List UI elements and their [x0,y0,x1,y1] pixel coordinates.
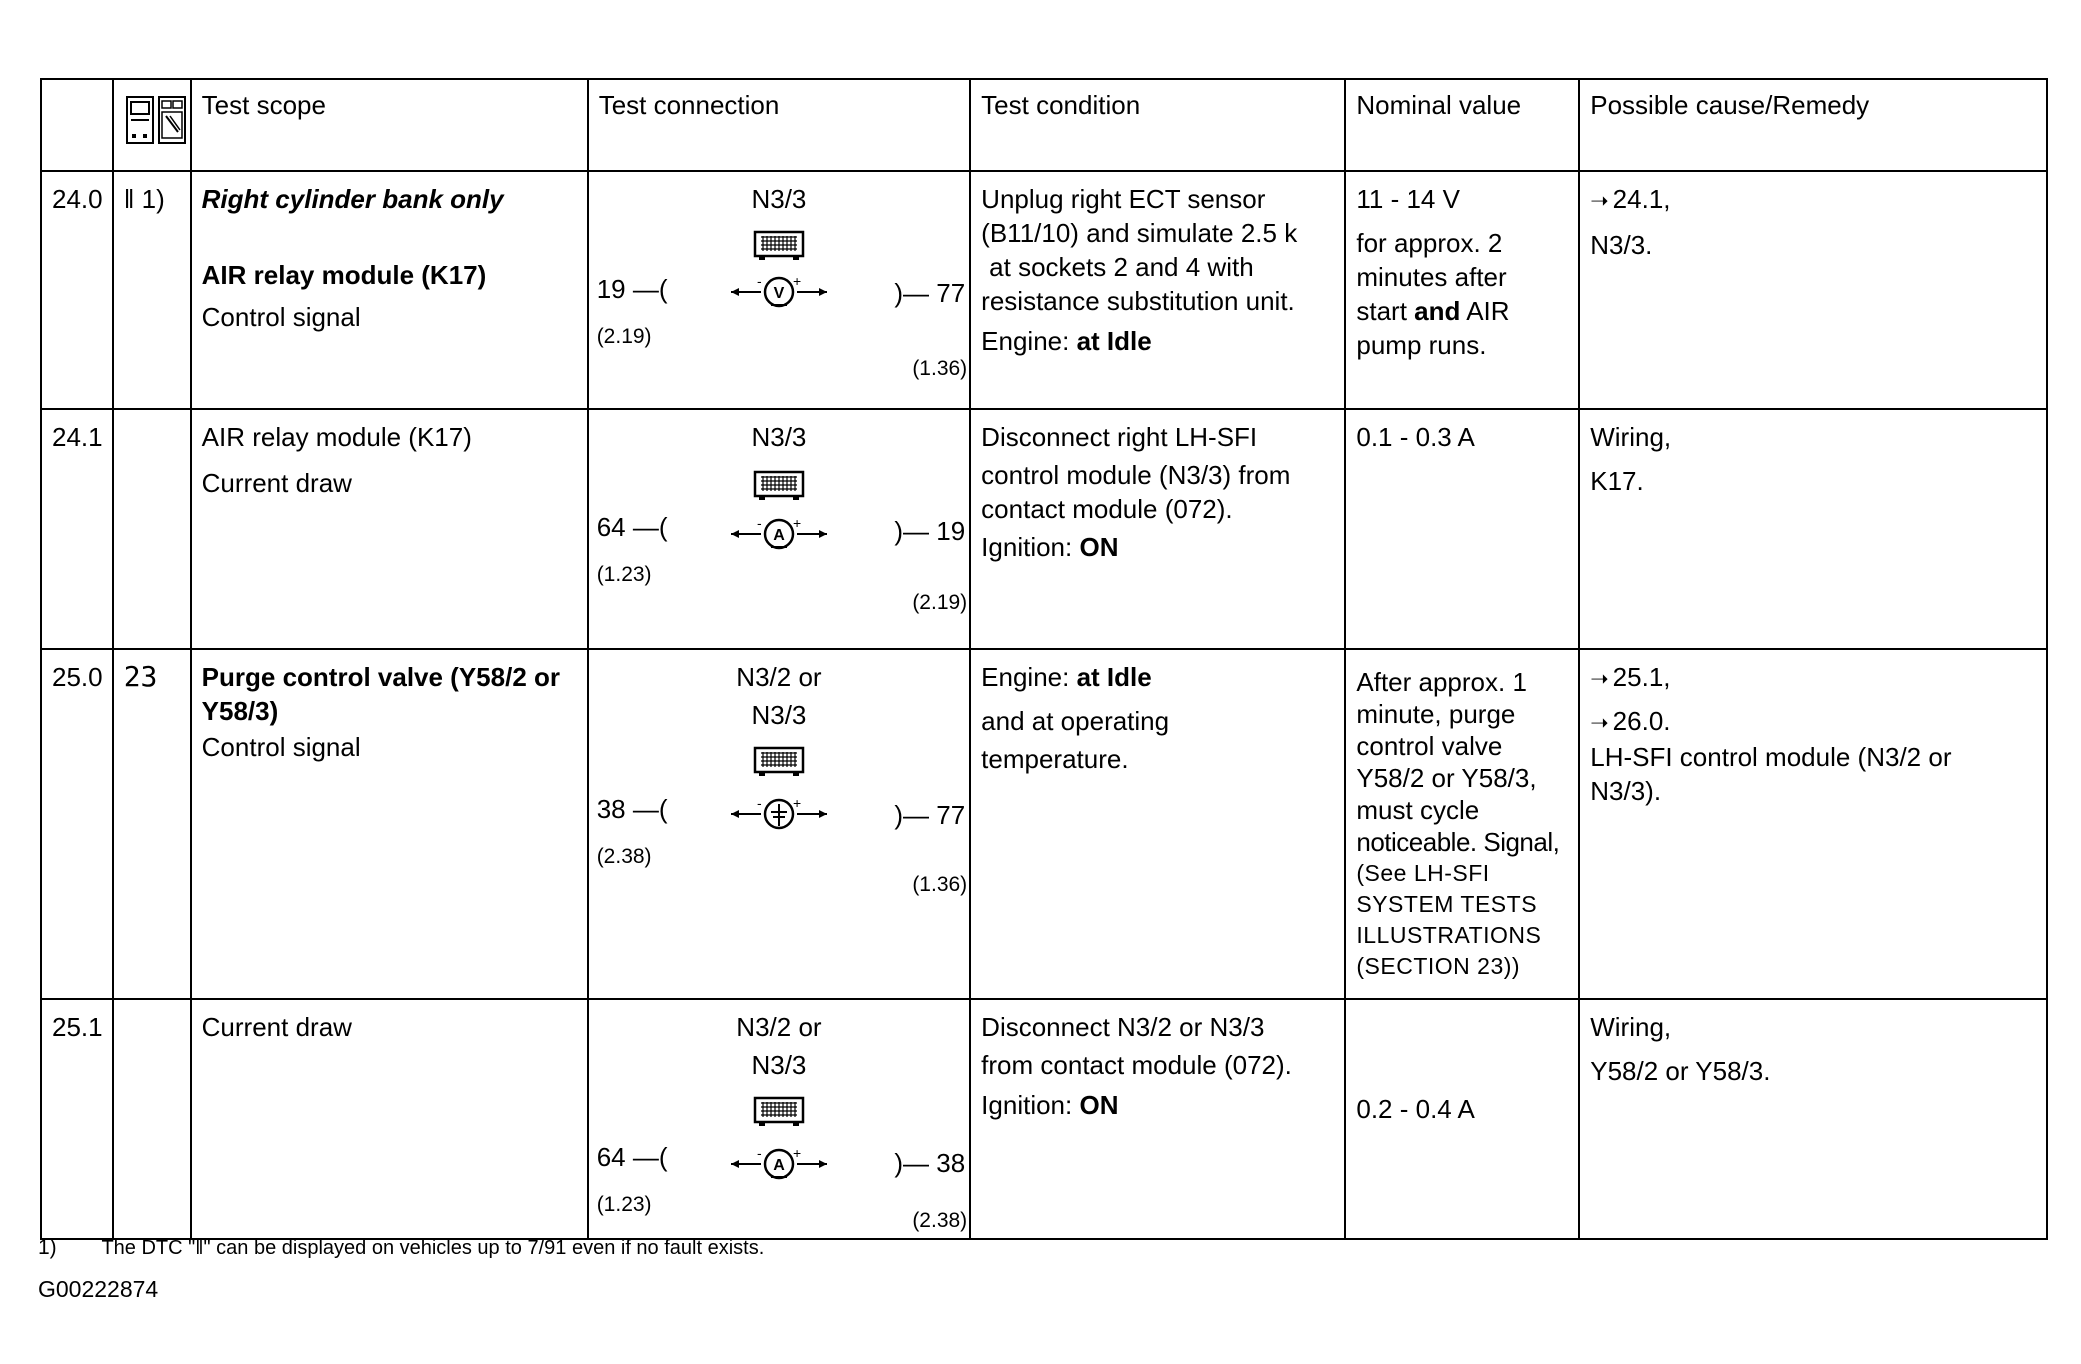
condition-line: from contact module (072). [981,1050,1292,1080]
condition-line: temperature. [981,744,1129,774]
control-module-icon [753,470,805,502]
remedy-line: N3/3). [1590,776,1662,806]
remedy [1579,999,2047,1239]
step-number: 25.1 [41,999,113,1239]
remedy [1579,649,2047,999]
pin-right-ref: (1.36) [912,873,968,896]
test-connection [588,409,970,649]
pin-left: 64 —( [596,512,668,542]
pin-left: 38 —( [596,794,668,824]
pin-left-ref: (2.19) [596,325,652,348]
test-scope [191,999,588,1239]
svg-text:A: A [773,527,785,544]
test-scope [191,171,588,409]
table-row [41,649,2047,999]
svg-text:-: - [756,1146,762,1161]
scope-detail: Current draw [201,468,352,498]
scope-detail: Control signal [201,732,361,762]
step-number: 24.1 [41,409,113,649]
footnote [38,1236,764,1260]
control-module-icon [753,746,805,778]
remedy-link[interactable]: ➝ 24.1, [1590,184,1671,214]
control-module-icon [753,230,805,262]
step-number: 25.0 [41,649,113,999]
scope-subtitle: AIR relay module (K17) [201,260,487,290]
condition-line: Disconnect N3/2 or N3/3 [981,1012,1265,1042]
pin-right-ref: (2.38) [912,1209,968,1232]
test-condition [970,409,1345,649]
nominal-line: 11 - 14 V [1356,184,1460,214]
header-row [41,79,2047,171]
scope-detail: Control signal [201,302,361,332]
arrow-right-icon: ➝ [1590,666,1609,691]
nominal-reference: SYSTEM TESTS [1356,891,1538,917]
nominal-value: 0.1 - 0.3 A [1345,409,1579,649]
remedy-header: Possible cause/Remedy [1579,79,2047,171]
nominal-reference: ILLUSTRATIONS [1356,922,1542,948]
pin-right-ref: (1.36) [912,357,968,380]
connection-title-2: N3/3 [751,700,807,730]
nominal-line: After approx. 1 [1356,667,1527,697]
svg-text:+: + [792,796,802,811]
remedy-line: Wiring, [1590,1012,1672,1042]
connection-header: Test connection [588,79,970,171]
footnote-number: 1) [38,1236,57,1259]
nominal-line: pump runs. [1356,330,1487,360]
test-condition [970,649,1345,999]
dtc-value: 23 [123,660,158,693]
dtc-code: ǁ 1) [113,171,191,409]
remedy-line: N3/3. [1590,230,1653,260]
remedy-link[interactable]: ➝ 25.1, [1590,662,1671,692]
pin-right: )— 77 [894,800,966,830]
scope-detail: Current draw [201,1012,352,1042]
ammeter-icon [727,516,831,552]
pin-left-ref: (2.38) [596,845,652,868]
condition-line: control module (N3/3) from [981,460,1291,490]
pin-left: 64 —( [596,1142,668,1172]
condition-engine: Engine: at Idle [981,662,1152,692]
svg-text:-: - [756,274,762,289]
nominal-value [1345,171,1579,409]
diagnostic-table [40,78,2048,1240]
connection-title: N3/3 [751,184,807,214]
nominal-line: start and AIR [1356,296,1510,326]
ammeter-icon [727,1146,831,1182]
svg-text:+: + [792,274,802,289]
connection-title: N3/2 or [736,1012,822,1042]
pin-left-ref: (1.23) [596,563,652,586]
nominal-line: minute, purge [1356,699,1516,729]
pin-left-ref: (1.23) [596,1193,652,1216]
remedy-line: Y58/2 or Y58/3. [1590,1056,1771,1086]
scope-title: Right cylinder bank only [201,184,504,214]
scope-header: Test scope [191,79,588,171]
pin-right: )— 38 [894,1148,966,1178]
condition-line: contact module (072). [981,494,1233,524]
connection-title: N3/2 or [736,662,822,692]
figure-code: G00222874 [38,1276,159,1302]
voltmeter-icon [727,274,831,310]
remedy [1579,409,2047,649]
step-header [41,79,113,171]
test-scope [191,649,588,999]
table-row [41,171,2047,409]
nominal-line: 0.2 - 0.4 A [1356,1094,1475,1124]
nominal-value [1345,649,1579,999]
arrow-right-icon: ➝ [1590,188,1609,213]
test-condition [970,999,1345,1239]
remedy-line: Wiring, [1590,422,1672,452]
step-number: 24.0 [41,171,113,409]
scope-title: AIR relay module (K17) [201,422,472,452]
pin-right: )— 77 [894,278,966,308]
nominal-header: Nominal value [1345,79,1579,171]
connection-title: N3/3 [751,422,807,452]
nominal-reference: (See LH-SFI [1356,860,1490,886]
dtc-code [113,999,191,1239]
condition-line: Unplug right ECT sensor [981,184,1266,214]
dtc-code [113,649,191,999]
tester-icon [126,94,186,146]
svg-text:+: + [792,1146,802,1161]
nominal-line: must cycle [1356,795,1480,825]
remedy-link[interactable]: ➝ 26.0. [1590,706,1671,736]
table-row [41,999,2047,1239]
dtc-code [113,409,191,649]
svg-text:-: - [756,516,762,531]
svg-text:V: V [773,285,785,302]
remedy-line: LH-SFI control module (N3/2 or [1590,742,1952,772]
table-row [41,409,2047,649]
footnote-text: The DTC "ǁ" can be displayed on vehicles up to 7/91 even if no fault exists. [101,1237,765,1259]
connection-title-2: N3/3 [751,1050,807,1080]
test-connection [588,171,970,409]
nominal-reference: (SECTION 23)) [1356,953,1521,979]
test-connection [588,649,970,999]
svg-text:+: + [792,516,802,531]
condition-line: resistance substitution unit. [981,286,1295,316]
svg-text:A: A [773,1157,785,1174]
nominal-line: Y58/2 or Y58/3, [1356,763,1537,793]
pin-right: )— 19 [894,516,966,546]
condition-line: and at operating [981,706,1170,736]
nominal-value [1345,999,1579,1239]
nominal-line: control valve [1356,731,1503,761]
arrow-right-icon: ➝ [1590,710,1609,735]
control-module-icon [753,1096,805,1128]
condition-header: Test condition [970,79,1345,171]
condition-line: Disconnect right LH-SFI [981,422,1258,452]
test-condition [970,171,1345,409]
svg-text:-: - [756,796,762,811]
pin-left: 19 —( [596,274,668,304]
test-connection [588,999,970,1239]
condition-ignition: Ignition: ON [981,1090,1119,1120]
remedy-line: K17. [1590,466,1644,496]
remedy [1579,171,2047,409]
nominal-line: for approx. 2 [1356,228,1503,258]
condition-engine: Engine: at Idle [981,326,1152,356]
nominal-line: noticeable. Signal, [1356,827,1560,857]
condition-line: at sockets 2 and 4 with [989,252,1254,282]
condition-ignition: Ignition: ON [981,532,1119,562]
pin-right-ref: (2.19) [912,591,968,614]
icon-header [113,79,191,171]
scope-title: Purge control valve (Y58/2 or Y58/3) [201,662,561,726]
valve-tester-icon [727,796,831,832]
condition-line: (B11/10) and simulate 2.5 k [981,218,1298,248]
test-scope [191,409,588,649]
nominal-line: minutes after [1356,262,1507,292]
